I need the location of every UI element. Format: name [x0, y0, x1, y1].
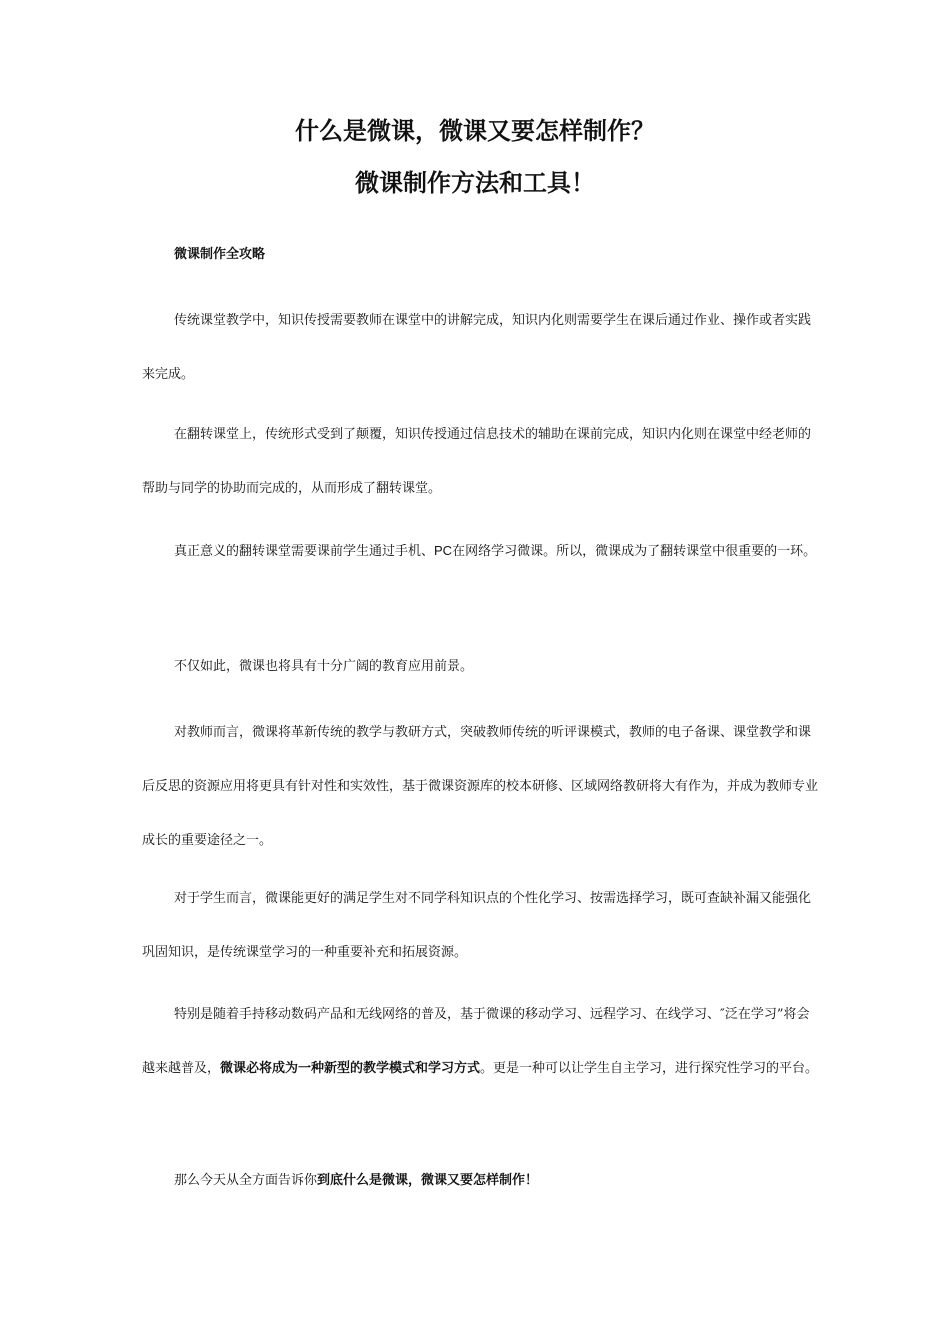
- paragraph-application-prospect: 不仅如此，微课也将具有十分广阔的教育应用前景。: [174, 659, 474, 674]
- paragraph-for-teachers: 对教师而言，微课将革新传统的教学与教研方式，突破教师传统的听评课模式，教师的电子备课、课堂教学和课后反思的资源应用将更具有针对性和实效性，基于微课资源库的校本研修、区域网络教研将大有作为，并成为教师专业成长的重要途径之一。: [142, 725, 819, 848]
- subheading: 微课制作全攻略: [174, 247, 266, 262]
- paragraph-traditional-classroom: 传统课堂教学中，知识传授需要教师在课堂中的讲解完成，知识内化则需要学生在课后通过作业、操作或者实践来完成。: [142, 313, 812, 382]
- paragraph-mobile-learning: [142, 988, 822, 1096]
- bold-emphasis: 微课必将成为一种新型的教学模式和学习方式: [220, 1061, 481, 1076]
- paragraph-flipped-classroom: 在翻转课堂上，传统形式受到了颠覆，知识传授通过信息技术的辅助在课前完成，知识内化则在课堂中经老师的帮助与同学的协助而完成的，从而形成了翻转课堂。: [142, 427, 812, 496]
- paragraph-text: 特别是随着手持移动数码产品和无线网络的普及，基于微课的移动学习、远程学习、在线学习、″泛在学习”将会越来越普及，: [142, 1007, 810, 1076]
- bold-emphasis: 到底什么是微课，微课又要怎样制作！: [317, 1173, 539, 1188]
- paragraph-text: 在网络学习微课。所以，微课成为了翻转课堂中很重要的一环。: [452, 544, 817, 559]
- paragraph-closing: [142, 1154, 822, 1208]
- pc-text: PC: [434, 543, 453, 558]
- paragraph-text: 那么今天从全方面告诉你: [174, 1173, 318, 1188]
- paragraph-true-meaning: [142, 524, 822, 579]
- paragraph-text: 。更是一种可以让学生自主学习，进行探究性学习的平台。: [480, 1061, 819, 1076]
- title-line-2: 微课制作方法和工具！: [355, 169, 595, 197]
- title-line-1: 什么是微课，微课又要怎样制作？: [295, 117, 655, 145]
- paragraph-for-students: 对于学生而言，微课能更好的满足学生对不同学科知识点的个性化学习、按需选择学习，既可查缺补漏又能强化巩固知识，是传统课堂学习的一种重要补充和拓展资源。: [142, 891, 812, 960]
- paragraph-text: 真正意义的翻转课堂需要课前学生通过手机、: [174, 544, 435, 559]
